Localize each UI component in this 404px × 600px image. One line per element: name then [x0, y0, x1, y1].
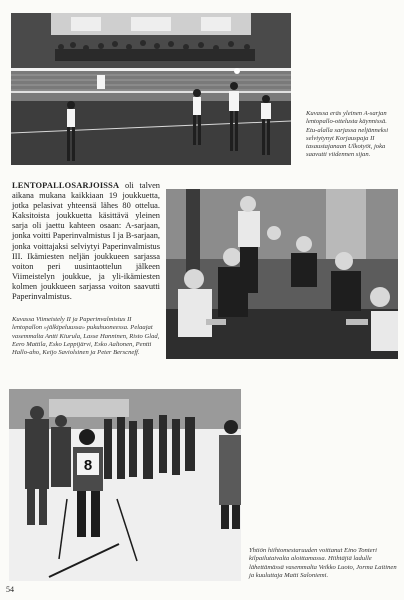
- team-photo-caption: Kuvassa Viimeistely II ja Paperinvalmistus II lentopallon »jälkipeluussa» pukuhuoneessa. Pelaajat vasemmalta Antti Kiurula, Lasse Hanninen, Risto Glad, Eero Mattila, Esko Leppijärvi, Esko Aaltonen, Pentti Hallo-aho, Keijo Saviolsinen ja Peter Berscneff.: [12, 316, 160, 357]
- article-body: oli talven aikana mukana kaikkiaan 19 joukkuetta, jotka pelasivat yhteensä lähes 80 ottelua. Kaksitoista joukkuetta käsittävä yleinen sarja oli jaettu kahteen osaan: A-sarjaan, jonka voitti Paperinvalmistus I ja B-sarjaan, jonka voittajaksi selviytyi Paperinvalmistus III. Ikämiesten neljän joukkueen sarjassa voiton peri uusintaottelun jälkeen Viimeistelyn joukkue, ja yli-ikämiesten kolmen joukkueen sarjassa voiton saavutti Paperinvalmistus.: [12, 181, 160, 302]
- volleyball-article-text: [12, 181, 160, 302]
- volleyball-match-photo: [11, 13, 291, 165]
- ski-race-photo: [9, 389, 241, 581]
- volleyball-photo-caption: Kuvassa eräs yleinen A-sarjan lentopallo-ottelusta käynnissä. Etu-alalla sarjassa neljänneksi selviytynyt Korjauspaja II tasaustajanaan Ulkotyöt, joka saavutti viidennen sijan.: [306, 110, 389, 159]
- ski-photo-caption: Yhtiön hiihtomestaruuden voittanut Eino Tonteri kilpailutaivalta aloittamassa. Hiihtäjiä ladulle lähettämässä vasemmalta Veikko Luoto, Jorma Laitinen ja kuuluttaja Matti Saloniemi.: [249, 547, 397, 579]
- locker-room-team-photo: [166, 189, 398, 359]
- ski-bib-number: 8: [83, 457, 93, 474]
- page-number: 54: [6, 585, 14, 594]
- article-heading: LENTOPALLOSARJOISSA: [12, 181, 120, 190]
